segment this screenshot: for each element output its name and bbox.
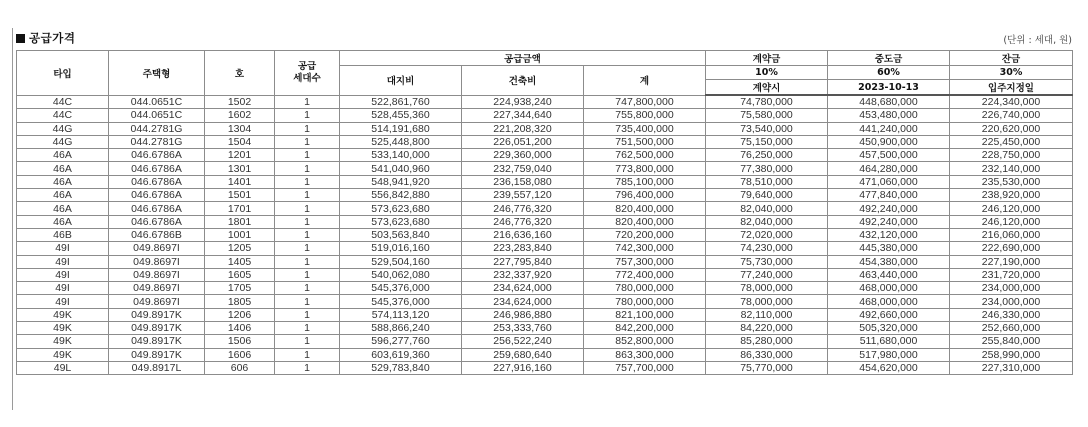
unit-cell: 1205: [205, 242, 275, 255]
building-cost-cell: 256,522,240: [462, 335, 584, 348]
land-cost-cell: 522,861,760: [340, 95, 462, 109]
middle-payment-cell: 457,500,000: [828, 149, 950, 162]
table-row: [17, 361, 1073, 374]
middle-payment-cell: 492,240,000: [828, 202, 950, 215]
middle-payment-cell: 445,380,000: [828, 242, 950, 255]
housing-type-cell: 049.8917K: [109, 348, 205, 361]
housing-type-cell: 049.8917K: [109, 322, 205, 335]
housing-type-cell: 044.2781G: [109, 122, 205, 135]
type-cell: 46A: [17, 149, 109, 162]
balance-cell: 246,120,000: [950, 202, 1073, 215]
unit-cell: 1201: [205, 149, 275, 162]
housing-type-cell: 044.2781G: [109, 135, 205, 148]
unit-cell: 1605: [205, 268, 275, 281]
type-cell: 46B: [17, 228, 109, 241]
col-supply-units-header: [275, 51, 340, 96]
type-cell: 46A: [17, 189, 109, 202]
middle-payment-cell: 492,240,000: [828, 215, 950, 228]
supply-count-cell: 1: [275, 135, 340, 148]
housing-type-cell: 044.0651C: [109, 95, 205, 109]
land-cost-cell: 514,191,680: [340, 122, 462, 135]
table-row: [17, 202, 1073, 215]
total-cell: 735,400,000: [584, 122, 706, 135]
deposit-cell: 78,510,000: [706, 175, 828, 188]
total-cell: 742,300,000: [584, 242, 706, 255]
land-cost-cell: 528,455,360: [340, 109, 462, 122]
supply-count-cell: 1: [275, 348, 340, 361]
unit-cell: 1705: [205, 282, 275, 295]
type-cell: 49I: [17, 295, 109, 308]
building-cost-cell: 227,795,840: [462, 255, 584, 268]
col-land-header: 대지비: [340, 66, 462, 96]
col-total-header: 계: [584, 66, 706, 96]
housing-type-cell: 049.8917L: [109, 361, 205, 374]
type-cell: 44G: [17, 135, 109, 148]
unit-cell: 1606: [205, 348, 275, 361]
middle-when: 2023-10-13: [828, 80, 950, 96]
housing-type-cell: 049.8697I: [109, 255, 205, 268]
middle-payment-cell: 477,840,000: [828, 189, 950, 202]
building-cost-cell: 232,759,040: [462, 162, 584, 175]
middle-payment-cell: 463,440,000: [828, 268, 950, 281]
total-cell: 773,800,000: [584, 162, 706, 175]
building-cost-cell: 227,344,640: [462, 109, 584, 122]
housing-type-cell: 046.6786A: [109, 149, 205, 162]
balance-cell: 252,660,000: [950, 322, 1073, 335]
unit-cell: 1206: [205, 308, 275, 321]
housing-type-cell: 046.6786A: [109, 202, 205, 215]
middle-pct: 60%: [828, 66, 950, 80]
deposit-cell: 75,580,000: [706, 109, 828, 122]
total-cell: 780,000,000: [584, 282, 706, 295]
housing-type-cell: 049.8697I: [109, 268, 205, 281]
housing-type-cell: 046.6786A: [109, 175, 205, 188]
balance-cell: 222,690,000: [950, 242, 1073, 255]
building-cost-cell: 253,333,760: [462, 322, 584, 335]
building-cost-cell: 226,051,200: [462, 135, 584, 148]
balance-cell: 234,000,000: [950, 295, 1073, 308]
supply-count-cell: 1: [275, 242, 340, 255]
total-cell: 863,300,000: [584, 348, 706, 361]
type-cell: 49I: [17, 242, 109, 255]
supply-units-line1: 공급: [297, 60, 317, 72]
land-cost-cell: 519,016,160: [340, 242, 462, 255]
type-cell: 46A: [17, 202, 109, 215]
total-cell: 757,300,000: [584, 255, 706, 268]
left-rule: [12, 28, 13, 410]
total-cell: 762,500,000: [584, 149, 706, 162]
total-cell: 772,400,000: [584, 268, 706, 281]
building-cost-cell: 227,916,160: [462, 361, 584, 374]
building-cost-cell: 236,158,080: [462, 175, 584, 188]
building-cost-cell: 234,624,000: [462, 282, 584, 295]
supply-count-cell: 1: [275, 228, 340, 241]
land-cost-cell: 545,376,000: [340, 295, 462, 308]
total-cell: 796,400,000: [584, 189, 706, 202]
land-cost-cell: 533,140,000: [340, 149, 462, 162]
balance-cell: 246,120,000: [950, 215, 1073, 228]
middle-payment-cell: 517,980,000: [828, 348, 950, 361]
supply-count-cell: 1: [275, 255, 340, 268]
deposit-pct: 10%: [706, 66, 828, 80]
land-cost-cell: 548,941,920: [340, 175, 462, 188]
table-row: [17, 308, 1073, 321]
deposit-cell: 82,110,000: [706, 308, 828, 321]
unit-cell: 1304: [205, 122, 275, 135]
building-cost-cell: 246,776,320: [462, 215, 584, 228]
land-cost-cell: 588,866,240: [340, 322, 462, 335]
unit-cell: 1001: [205, 228, 275, 241]
unit-cell: 1602: [205, 109, 275, 122]
middle-payment-cell: 432,120,000: [828, 228, 950, 241]
total-cell: 821,100,000: [584, 308, 706, 321]
housing-type-cell: 046.6786A: [109, 162, 205, 175]
table-row: [17, 255, 1073, 268]
building-cost-cell: 216,636,160: [462, 228, 584, 241]
middle-payment-cell: 492,660,000: [828, 308, 950, 321]
middle-payment-cell: 464,280,000: [828, 162, 950, 175]
type-cell: 46A: [17, 175, 109, 188]
land-cost-cell: 603,619,360: [340, 348, 462, 361]
table-row: [17, 215, 1073, 228]
middle-payment-cell: 471,060,000: [828, 175, 950, 188]
housing-type-cell: 046.6786A: [109, 189, 205, 202]
deposit-cell: 78,000,000: [706, 282, 828, 295]
deposit-cell: 73,540,000: [706, 122, 828, 135]
building-cost-cell: 259,680,640: [462, 348, 584, 361]
deposit-cell: 77,240,000: [706, 268, 828, 281]
housing-type-cell: 046.6786A: [109, 215, 205, 228]
housing-type-cell: 044.0651C: [109, 109, 205, 122]
middle-payment-cell: 511,680,000: [828, 335, 950, 348]
middle-payment-cell: 468,000,000: [828, 282, 950, 295]
total-cell: 757,700,000: [584, 361, 706, 374]
section-heading: [16, 30, 75, 46]
land-cost-cell: 556,842,880: [340, 189, 462, 202]
middle-payment-cell: 468,000,000: [828, 295, 950, 308]
supply-count-cell: 1: [275, 95, 340, 109]
deposit-cell: 76,250,000: [706, 149, 828, 162]
balance-cell: 231,720,000: [950, 268, 1073, 281]
table-row: [17, 322, 1073, 335]
table-row: [17, 335, 1073, 348]
table-row: [17, 348, 1073, 361]
col-housing-type-header: 주택형: [109, 51, 205, 96]
supply-count-cell: 1: [275, 322, 340, 335]
table-row: [17, 282, 1073, 295]
balance-cell: 232,140,000: [950, 162, 1073, 175]
deposit-cell: 84,220,000: [706, 322, 828, 335]
col-supply-amount-header: 공급금액: [340, 51, 706, 66]
balance-pct: 30%: [950, 66, 1073, 80]
middle-payment-cell: 448,680,000: [828, 95, 950, 109]
table-row: [17, 228, 1073, 241]
col-building-header: 건축비: [462, 66, 584, 96]
land-cost-cell: 529,504,160: [340, 255, 462, 268]
total-cell: 785,100,000: [584, 175, 706, 188]
supply-count-cell: 1: [275, 361, 340, 374]
table-row: [17, 122, 1073, 135]
supply-count-cell: 1: [275, 335, 340, 348]
balance-cell: 227,190,000: [950, 255, 1073, 268]
type-cell: 49K: [17, 308, 109, 321]
land-cost-cell: 529,783,840: [340, 361, 462, 374]
balance-cell: 255,840,000: [950, 335, 1073, 348]
building-cost-cell: 221,208,320: [462, 122, 584, 135]
unit-cell: 1701: [205, 202, 275, 215]
supply-count-cell: 1: [275, 282, 340, 295]
unit-cell: 1801: [205, 215, 275, 228]
balance-cell: 225,450,000: [950, 135, 1073, 148]
building-cost-cell: 224,938,240: [462, 95, 584, 109]
deposit-cell: 75,770,000: [706, 361, 828, 374]
col-unit-header: 호: [205, 51, 275, 96]
total-cell: 820,400,000: [584, 215, 706, 228]
supply-price-table: [16, 50, 1073, 375]
unit-cell: 1504: [205, 135, 275, 148]
supply-count-cell: 1: [275, 268, 340, 281]
unit-cell: 1502: [205, 95, 275, 109]
supply-count-cell: 1: [275, 175, 340, 188]
balance-cell: 238,920,000: [950, 189, 1073, 202]
unit-cell: 1301: [205, 162, 275, 175]
middle-payment-cell: 505,320,000: [828, 322, 950, 335]
land-cost-cell: 573,623,680: [340, 215, 462, 228]
total-cell: 720,200,000: [584, 228, 706, 241]
middle-payment-cell: 441,240,000: [828, 122, 950, 135]
table-header: [17, 51, 1073, 96]
deposit-cell: 77,380,000: [706, 162, 828, 175]
total-cell: 747,800,000: [584, 95, 706, 109]
balance-cell: 220,620,000: [950, 122, 1073, 135]
housing-type-cell: 049.8917K: [109, 335, 205, 348]
middle-payment-cell: 450,900,000: [828, 135, 950, 148]
deposit-when: 계약시: [706, 80, 828, 96]
deposit-cell: 82,040,000: [706, 215, 828, 228]
table-row: [17, 189, 1073, 202]
supply-count-cell: 1: [275, 202, 340, 215]
land-cost-cell: 540,062,080: [340, 268, 462, 281]
square-bullet-icon: [16, 34, 25, 43]
housing-type-cell: 049.8697I: [109, 295, 205, 308]
total-cell: 751,500,000: [584, 135, 706, 148]
supply-count-cell: 1: [275, 215, 340, 228]
type-cell: 44C: [17, 109, 109, 122]
table-row: [17, 175, 1073, 188]
deposit-cell: 78,000,000: [706, 295, 828, 308]
type-cell: 49K: [17, 335, 109, 348]
supply-count-cell: 1: [275, 295, 340, 308]
col-deposit-header: 계약금: [706, 51, 828, 66]
total-cell: 780,000,000: [584, 295, 706, 308]
balance-cell: 226,740,000: [950, 109, 1073, 122]
balance-cell: 234,000,000: [950, 282, 1073, 295]
supply-count-cell: 1: [275, 109, 340, 122]
supply-count-cell: 1: [275, 308, 340, 321]
type-cell: 44G: [17, 122, 109, 135]
supply-count-cell: 1: [275, 189, 340, 202]
supply-count-cell: 1: [275, 149, 340, 162]
table-row: [17, 242, 1073, 255]
land-cost-cell: 596,277,760: [340, 335, 462, 348]
balance-cell: 246,330,000: [950, 308, 1073, 321]
land-cost-cell: 525,448,800: [340, 135, 462, 148]
table-row: [17, 149, 1073, 162]
deposit-cell: 86,330,000: [706, 348, 828, 361]
deposit-cell: 75,150,000: [706, 135, 828, 148]
type-cell: 49L: [17, 361, 109, 374]
col-balance-header: 잔금: [950, 51, 1073, 66]
unit-cell: 1406: [205, 322, 275, 335]
table-row: [17, 95, 1073, 109]
middle-payment-cell: 453,480,000: [828, 109, 950, 122]
building-cost-cell: 246,986,880: [462, 308, 584, 321]
land-cost-cell: 545,376,000: [340, 282, 462, 295]
table-row: [17, 295, 1073, 308]
deposit-cell: 74,230,000: [706, 242, 828, 255]
table-row: [17, 268, 1073, 281]
building-cost-cell: 229,360,000: [462, 149, 584, 162]
building-cost-cell: 239,557,120: [462, 189, 584, 202]
balance-cell: 258,990,000: [950, 348, 1073, 361]
total-cell: 820,400,000: [584, 202, 706, 215]
unit-cell: 1805: [205, 295, 275, 308]
supply-count-cell: 1: [275, 122, 340, 135]
housing-type-cell: 049.8697I: [109, 282, 205, 295]
balance-cell: 228,750,000: [950, 149, 1073, 162]
type-cell: 49K: [17, 322, 109, 335]
deposit-cell: 74,780,000: [706, 95, 828, 109]
unit-cell: 1401: [205, 175, 275, 188]
land-cost-cell: 503,563,840: [340, 228, 462, 241]
total-cell: 842,200,000: [584, 322, 706, 335]
table-row: [17, 109, 1073, 122]
type-cell: 49I: [17, 255, 109, 268]
table-body: [17, 95, 1073, 375]
deposit-cell: 72,020,000: [706, 228, 828, 241]
middle-payment-cell: 454,620,000: [828, 361, 950, 374]
type-cell: 49I: [17, 282, 109, 295]
supply-units-line2: 세대수: [293, 72, 321, 84]
balance-cell: 224,340,000: [950, 95, 1073, 109]
building-cost-cell: 232,337,920: [462, 268, 584, 281]
type-cell: 44C: [17, 95, 109, 109]
table-row: [17, 135, 1073, 148]
col-middle-header: 중도금: [828, 51, 950, 66]
supply-count-cell: 1: [275, 162, 340, 175]
unit-cell: 1506: [205, 335, 275, 348]
table-row: [17, 162, 1073, 175]
total-cell: 755,800,000: [584, 109, 706, 122]
unit-cell: 606: [205, 361, 275, 374]
col-type-header: 타입: [17, 51, 109, 96]
unit-note: (단위 : 세대, 원): [1003, 35, 1072, 46]
housing-type-cell: 046.6786B: [109, 228, 205, 241]
unit-cell: 1501: [205, 189, 275, 202]
total-cell: 852,800,000: [584, 335, 706, 348]
section-title: 공급가격: [29, 31, 76, 45]
deposit-cell: 75,730,000: [706, 255, 828, 268]
balance-cell: 216,060,000: [950, 228, 1073, 241]
type-cell: 46A: [17, 215, 109, 228]
balance-cell: 227,310,000: [950, 361, 1073, 374]
deposit-cell: 82,040,000: [706, 202, 828, 215]
building-cost-cell: 234,624,000: [462, 295, 584, 308]
land-cost-cell: 574,113,120: [340, 308, 462, 321]
balance-cell: 235,530,000: [950, 175, 1073, 188]
housing-type-cell: 049.8697I: [109, 242, 205, 255]
building-cost-cell: 246,776,320: [462, 202, 584, 215]
housing-type-cell: 049.8917K: [109, 308, 205, 321]
deposit-cell: 79,640,000: [706, 189, 828, 202]
unit-cell: 1405: [205, 255, 275, 268]
land-cost-cell: 541,040,960: [340, 162, 462, 175]
type-cell: 46A: [17, 162, 109, 175]
balance-when: 입주지정일: [950, 80, 1073, 96]
land-cost-cell: 573,623,680: [340, 202, 462, 215]
building-cost-cell: 223,283,840: [462, 242, 584, 255]
type-cell: 49I: [17, 268, 109, 281]
type-cell: 49K: [17, 348, 109, 361]
deposit-cell: 85,280,000: [706, 335, 828, 348]
middle-payment-cell: 454,380,000: [828, 255, 950, 268]
